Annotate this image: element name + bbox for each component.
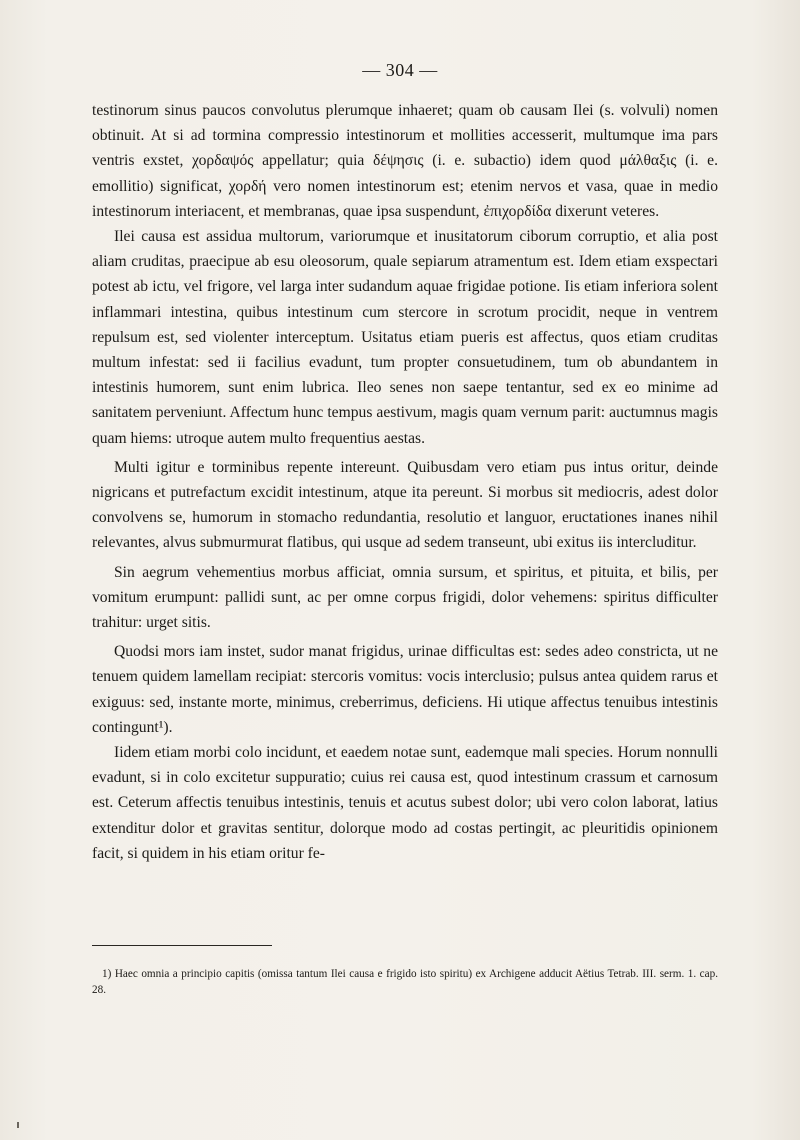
footnote-divider — [92, 945, 272, 946]
body-text — [92, 98, 718, 866]
footnote: 1) Haec omnia a principio capitis (omissa tantum Ilei causa e frigido isto spiritu) ex Archigene adducit Aëtius Tetrab. III. serm. 1. cap. 28. — [92, 968, 718, 996]
page-number: — 304 — — [362, 60, 438, 80]
paragraph-sin-aegrum: Sin aegrum vehementius morbus afficiat, omnia sursum, et spiritus, et pituita, et bilis, per vomitum erumpunt: pallidi sunt, ac per omne corpus frigidi, dolor vehemens: spiritus difficulter trahitur: urget sitis. — [92, 563, 718, 632]
paragraph-continued: testinorum sinus paucos convolutus plerumque inhaeret; quam ob causam Ilei (s. volvuli) nomen obtinuit. At si ad tormina compressio intestinorum et mollities accesserit, multumque ima pars ventris exstet, χορδαψός appellatur; quia δέψησις (i. e. subactio) idem quod μάλθαξις (i. e. emollitio) significat, χορδή vero nomen intestinorum est; etenim nervos et vasa, quae in medio intestinorum interiacent, et membranas, quae ipsa suspendunt, ἐπιχορδίδα dixerunt veteres. — [92, 102, 718, 220]
paragraph-quodsi-mors: Quodsi mors iam instet, sudor manat frigidus, urinae difficultas est: sedes adeo constricta, ut ne tenuem quidem lamellam recipiat: stercoris vomitus: vocis interclusio; pulsus antea quidem rarus et exiguus: sed, instante morte, minimus, creberrimus, deficiens. Hi utique affectus tenuibus intestinis contingunt¹). — [92, 643, 718, 736]
paragraph-iidem-etiam: Iidem etiam morbi colo incidunt, et eaedem notae sunt, eademque mali species. Horum nonnulli evadunt, si in colo excitetur suppuratio; cuius rei causa est, quod intestinum crassum et carnosum est. Ceterum affectis tenuibus intestinis, tenuis et acutus subest dolor; ubi vero colon laborat, latius extenditur dolor et gravitas sentitur, dolorque modo ad costas pertingit, ac pleuritidis opinionem facit, si quidem in his etiam oritur fe- — [92, 744, 718, 862]
paragraph-ilei-causa: Ilei causa est assidua multorum, variorumque et inusitatorum ciborum corruptio, et alia post aliam cruditas, praecipue ab esu oleosorum, quale sepiarum atramentum est. Idem etiam exspectari potest ab ictu, vel frigore, vel larga inter sudandum aquae frigidae potione. Iis etiam inferiora solent inflammari intestina, quibus intestinum cum stercore in scrotum procidit, neque in ventrem repulsum est, sed violenter interceptum. Usitatus etiam pueris est affectus, quos etiam cruditas multum infestat: sed ii facilius evadunt, tum propter consuetudinem, tum ob abundantem in intestinis humorem, sunt enim lubrica. Ileo senes non saepe tentantur, sed ex eo minime ad sanitatem perveniunt. Affectum hunc tempus aestivum, magis quam vernum parit: auctumnus magis quam hiems: utroque autem multo frequentius aestas. — [92, 228, 718, 447]
paragraph-multi-igitur: Multi igitur e torminibus repente intereunt. Quibusdam vero etiam pus intus oritur, deinde nigricans et putrefactum excidit intestinum, atque ita pereunt. Si morbus sit mediocris, adest dolor convolvens se, humorum in stomacho redundantia, resolutio et languor, eructationes inanes nihil relevantes, alvus submurmurat flatibus, qui usque ad sedem transeunt, ubi exitus iis intercluditur. — [92, 458, 718, 552]
page-mark — [17, 1122, 19, 1128]
